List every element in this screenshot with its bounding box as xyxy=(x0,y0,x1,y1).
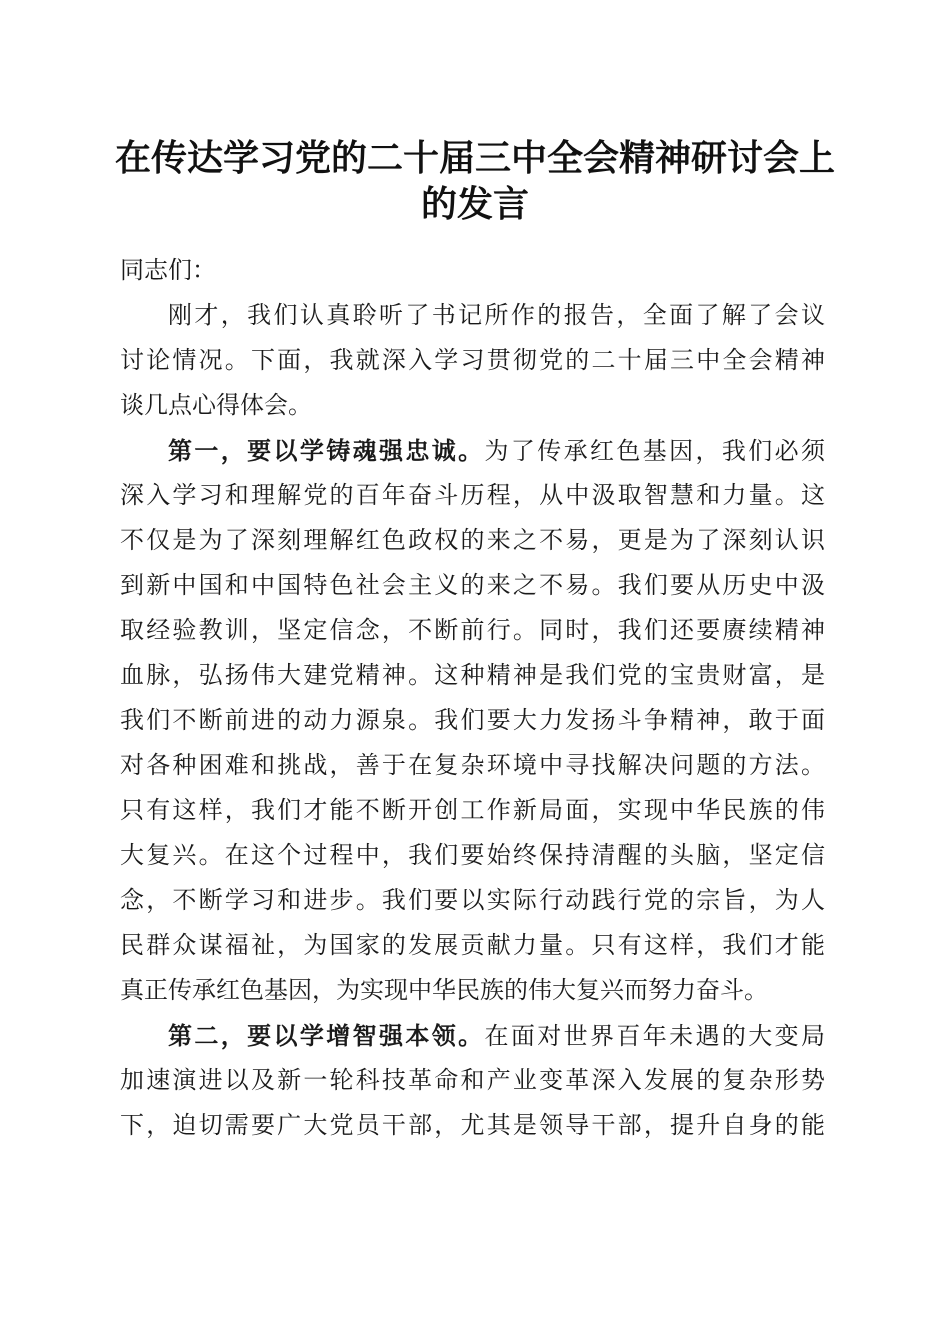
text-line: 加速演进以及新一轮科技革命和产业变革深入发展的复杂形势 xyxy=(120,1066,828,1094)
text-line xyxy=(120,1013,828,1058)
document-body xyxy=(120,248,828,1148)
text-line: 对各种困难和挑战，善于在复杂环境中寻找解决问题的方法。 xyxy=(120,751,828,779)
text-line: 大复兴。在这个过程中，我们要始终保持清醒的头脑，坚定信 xyxy=(120,841,828,869)
text-line: 讨论情况。下面，我就深入学习贯彻党的二十届三中全会精神 xyxy=(120,346,828,374)
title-line-2: 的发言 xyxy=(420,183,529,225)
intro-paragraph xyxy=(120,293,828,428)
title-line-1: 在传达学习党的二十届三中全会精神研讨会上 xyxy=(114,137,835,179)
section-2-lead: 第二，要以学增智强本领。 xyxy=(168,1021,485,1050)
section-1-first-text: 为了传承红色基因，我们必须 xyxy=(484,437,828,465)
text-line: 刚才，我们认真聆听了书记所作的报告，全面了解了会议 xyxy=(168,301,828,329)
section-1-lead: 第一，要以学铸魂强忠诚。 xyxy=(168,436,485,465)
section-1-paragraph xyxy=(120,428,828,1013)
text-line xyxy=(120,428,828,473)
text-line: 只有这样，我们才能不断开创工作新局面，实现中华民族的伟 xyxy=(120,796,828,824)
text-line: 血脉，弘扬伟大建党精神。这种精神是我们党的宝贵财富，是 xyxy=(120,661,828,689)
text-line: 谈几点心得体会。 xyxy=(120,391,312,419)
text-line: 民群众谋福祉，为国家的发展贡献力量。只有这样，我们才能 xyxy=(120,931,828,959)
text-line: 我们不断前进的动力源泉。我们要大力发扬斗争精神，敢于面 xyxy=(120,706,828,734)
text-line: 取经验教训，坚定信念，不断前行。同时，我们还要赓续精神 xyxy=(120,616,828,644)
text-line: 念，不断学习和进步。我们要以实际行动践行党的宗旨，为人 xyxy=(120,886,828,914)
text-line: 到新中国和中国特色社会主义的来之不易。我们要从历史中汲 xyxy=(120,571,828,599)
section-2-paragraph xyxy=(120,1013,828,1148)
text-line: 深入学习和理解党的百年奋斗历程，从中汲取智慧和力量。这 xyxy=(120,481,828,509)
text-line: 不仅是为了深刻理解红色政权的来之不易，更是为了深刻认识 xyxy=(120,526,828,554)
salutation: 同志们： xyxy=(120,256,216,284)
section-2-first-text: 在面对世界百年未遇的大变局 xyxy=(484,1022,828,1050)
text-line: 下，迫切需要广大党员干部，尤其是领导干部，提升自身的能 xyxy=(120,1111,828,1139)
document-title xyxy=(100,135,850,227)
text-line: 真正传承红色基因，为实现中华民族的伟大复兴而努力奋斗。 xyxy=(120,976,768,1004)
